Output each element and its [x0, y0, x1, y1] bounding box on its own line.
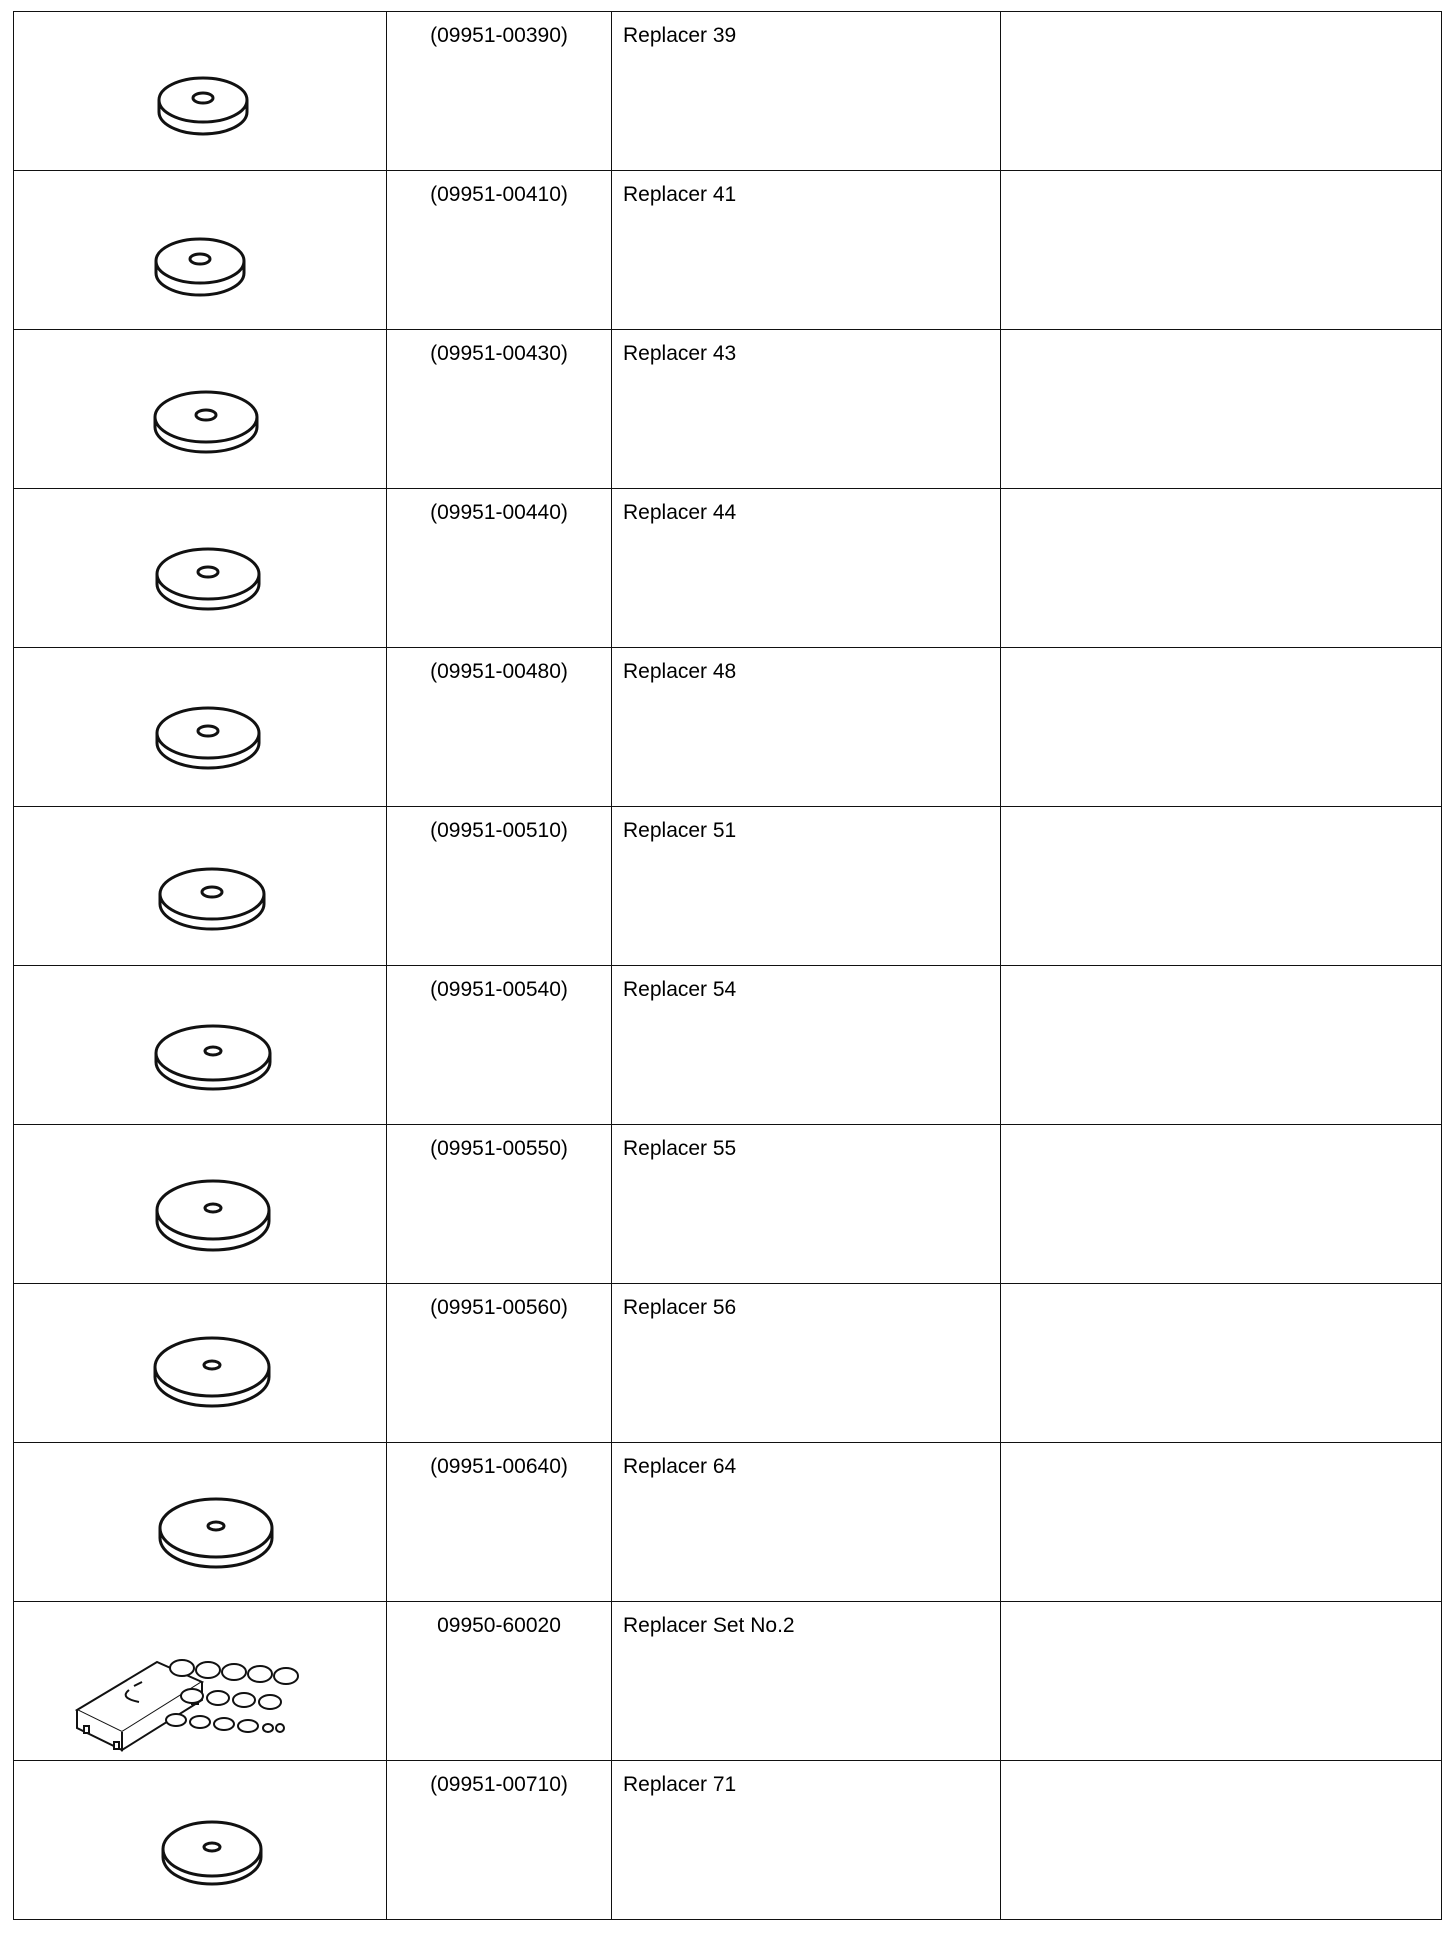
part-number: (09951-00640)	[430, 1455, 568, 1478]
table-row	[14, 1125, 1442, 1284]
tool-name-cell	[612, 648, 1001, 807]
tool-illustration-cell	[14, 1761, 387, 1920]
tool-illustration-cell	[14, 1443, 387, 1602]
note-cell	[1001, 1443, 1442, 1602]
part-number-cell	[387, 1284, 612, 1443]
part-number: (09951-00560)	[430, 1296, 568, 1319]
tool-illustration-cell	[14, 1284, 387, 1443]
part-number: (09951-00710)	[430, 1773, 568, 1796]
part-number: (09951-00410)	[430, 183, 568, 206]
tool-name-cell	[612, 1761, 1001, 1920]
table-row	[14, 1761, 1442, 1920]
tool-illustration-cell	[14, 1125, 387, 1284]
part-number-cell	[387, 1443, 612, 1602]
tool-illustration-cell	[14, 966, 387, 1125]
table-row	[14, 648, 1442, 807]
tool-name-cell	[612, 330, 1001, 489]
tool-name: Replacer 51	[623, 819, 737, 842]
part-number-cell	[387, 12, 612, 171]
note-cell	[1001, 807, 1442, 966]
tool-name: Replacer Set No.2	[623, 1614, 795, 1637]
replacer-disc-icon	[14, 807, 385, 966]
part-number-cell	[387, 807, 612, 966]
part-number-cell	[387, 966, 612, 1125]
replacer-disc-icon	[14, 1443, 385, 1602]
table-row	[14, 489, 1442, 648]
table-row	[14, 1602, 1442, 1761]
tool-name: Replacer 43	[623, 342, 737, 365]
note-cell	[1001, 12, 1442, 171]
table-row	[14, 966, 1442, 1125]
note-cell	[1001, 648, 1442, 807]
tool-name-cell	[612, 489, 1001, 648]
part-number-cell	[387, 489, 612, 648]
tool-name-cell	[612, 807, 1001, 966]
tool-illustration-cell	[14, 12, 387, 171]
tool-illustration-cell	[14, 171, 387, 330]
tool-name-cell	[612, 966, 1001, 1125]
note-cell	[1001, 966, 1442, 1125]
tool-illustration-cell	[14, 648, 387, 807]
tool-name-cell	[612, 12, 1001, 171]
note-cell	[1001, 1602, 1442, 1761]
tool-illustration-cell	[14, 489, 387, 648]
tool-name: Replacer 64	[623, 1455, 737, 1478]
note-cell	[1001, 1761, 1442, 1920]
part-number-cell	[387, 330, 612, 489]
tool-illustration-cell	[14, 1602, 387, 1761]
part-number-cell	[387, 1602, 612, 1761]
replacer-disc-icon	[14, 1284, 385, 1443]
special-tool-table	[13, 11, 1442, 1920]
part-number: (09951-00540)	[430, 978, 568, 1001]
part-number: (09951-00510)	[430, 819, 568, 842]
replacer-disc-icon	[14, 1125, 385, 1284]
part-number: (09951-00440)	[430, 501, 568, 524]
replacer-disc-icon	[14, 171, 385, 330]
table-row	[14, 1284, 1442, 1443]
tool-name: Replacer 48	[623, 660, 737, 683]
part-number: (09951-00480)	[430, 660, 568, 683]
part-number: 09950-60020	[437, 1614, 561, 1637]
part-number: (09951-00550)	[430, 1137, 568, 1160]
part-number: (09951-00430)	[430, 342, 568, 365]
table-row	[14, 330, 1442, 489]
table-row	[14, 807, 1442, 966]
tool-illustration-cell	[14, 807, 387, 966]
replacer-disc-icon	[14, 648, 385, 807]
part-number-cell	[387, 1761, 612, 1920]
tool-name: Replacer 55	[623, 1137, 737, 1160]
replacer-disc-icon	[14, 12, 385, 171]
replacer-disc-icon	[14, 330, 385, 489]
tool-illustration-cell	[14, 330, 387, 489]
tool-name: Replacer 56	[623, 1296, 737, 1319]
replacer-disc-icon	[14, 1761, 385, 1920]
table-row	[14, 1443, 1442, 1602]
tool-name-cell	[612, 1125, 1001, 1284]
note-cell	[1001, 171, 1442, 330]
tool-name-cell	[612, 1284, 1001, 1443]
tool-name: Replacer 39	[623, 24, 737, 47]
part-number-cell	[387, 171, 612, 330]
note-cell	[1001, 330, 1442, 489]
tool-name-cell	[612, 1602, 1001, 1761]
replacer-set-case-icon	[14, 1602, 385, 1761]
table-row	[14, 171, 1442, 330]
note-cell	[1001, 489, 1442, 648]
part-number-cell	[387, 1125, 612, 1284]
note-cell	[1001, 1125, 1442, 1284]
tool-name: Replacer 44	[623, 501, 737, 524]
tool-name: Replacer 71	[623, 1773, 737, 1796]
part-number-cell	[387, 648, 612, 807]
tool-name: Replacer 41	[623, 183, 737, 206]
replacer-disc-icon	[14, 966, 385, 1125]
table-row	[14, 12, 1442, 171]
part-number: (09951-00390)	[430, 24, 568, 47]
tool-name: Replacer 54	[623, 978, 737, 1001]
tool-name-cell	[612, 171, 1001, 330]
tool-name-cell	[612, 1443, 1001, 1602]
replacer-disc-icon	[14, 489, 385, 648]
note-cell	[1001, 1284, 1442, 1443]
